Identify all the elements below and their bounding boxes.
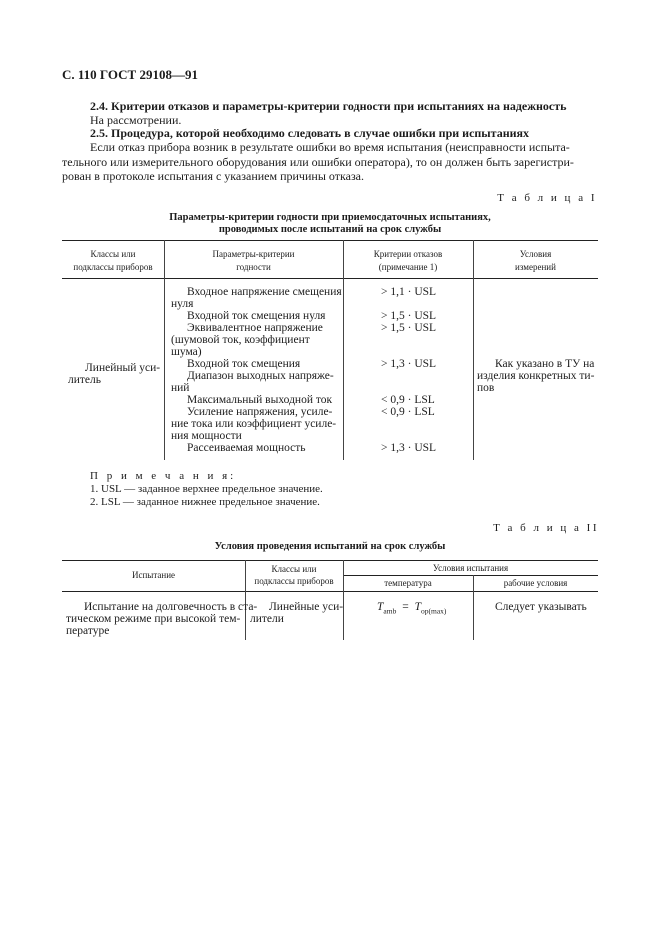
table-2-test: Испытание на долговечность в ста- (84, 601, 258, 613)
table-1-conditions: пов (477, 382, 495, 394)
table-1-header-conditions: измерений (515, 262, 556, 272)
table-1-criterion: > 1,1 · USL (381, 286, 437, 298)
section-2-4-title: 2.4. Критерии отказов и параметры-критерии годности при испытаниях на надежность (90, 99, 567, 113)
table-1-top-rule (62, 240, 598, 241)
table-1-criterion: > 1,3 · USL (381, 442, 437, 454)
table-1-param: Входной ток смещения нуля (187, 310, 326, 322)
table-1-criterion: < 0,9 · LSL (381, 406, 435, 418)
table-1-class: литель (68, 374, 102, 386)
table-1-class: Линейный уси- (85, 362, 161, 374)
table-2-class: лители (250, 613, 284, 625)
section-2-5-line: рован в протоколе испытания с указанием причины отказа. (62, 169, 365, 183)
table-1-param: шума) (171, 346, 202, 358)
table-1-header-conditions: Условия (519, 249, 552, 259)
table-1-header-rule (62, 278, 598, 279)
table-1-param: Рассеиваемая мощность (187, 442, 306, 454)
table-1-header-classes: подклассы приборов (73, 262, 153, 272)
table-1-param: Входное напряжение смещения (187, 286, 342, 298)
table-2-header-classes: Классы или (271, 564, 317, 574)
note-item: 2. LSL — заданное нижнее предельное значение. (90, 496, 320, 508)
table-1-criterion: > 1,5 · USL (381, 322, 437, 334)
table-2-working: Следует указывать (495, 601, 587, 613)
table-1-param: Усиление напряжения, усиле- (187, 406, 333, 418)
table-2-top-rule (62, 560, 598, 561)
table-1-criterion: < 0,9 · LSL (381, 394, 435, 406)
table-2-header-conditions: Условия испытания (432, 563, 509, 573)
table-2-header-test: Испытание (131, 570, 176, 580)
table-1-header-criteria: Критерии отказов (373, 249, 443, 259)
section-2-4-text: На рассмотрении. (90, 113, 182, 127)
table-1-param: Входной ток смещения (187, 358, 301, 370)
table-1-title: Параметры-критерии годности при приемосдаточных испытаниях, (169, 212, 491, 223)
table-1-header-criteria: (примечание 1) (378, 262, 438, 272)
table-2-test: пературе (66, 625, 110, 637)
table-1-param: (шумовой ток, коэффициент (171, 334, 310, 346)
table-1-param: Эквивалентное напряжение (187, 322, 323, 334)
table-1-label: Т а б л и ц а I (497, 192, 597, 204)
section-2-5-line: Если отказ прибора возник в результате ошибки во время испытания (неисправности испыта- (90, 140, 570, 154)
table-1-criterion: > 1,5 · USL (381, 310, 437, 322)
table-1-param: ния мощности (171, 430, 242, 442)
table-1-title: проводимых после испытаний на срок службы (218, 224, 442, 235)
table-1-header-classes: Классы или (90, 249, 136, 259)
table-1-param: ние тока или коэффициент усиле- (171, 418, 337, 430)
table-1-param: Диапазон выходных напряже- (187, 370, 334, 382)
section-2-5-line: тельного или измерительного оборудования или ошибки оператора), то он должен быть зарегистри- (62, 155, 574, 169)
table-2-label: Т а б л и ц а II (493, 522, 599, 534)
note-item: 1. USL — заданное верхнее предельное значение. (90, 483, 323, 495)
table-2-subheader-rule (343, 575, 598, 576)
table-1-criterion: > 1,3 · USL (381, 358, 437, 370)
table-2-header-working: рабочие условия (503, 578, 568, 588)
page-header: С. 110 ГОСТ 29108—91 (62, 67, 198, 82)
section-2-5-title: 2.5. Процедура, которой необходимо следовать в случае ошибки при испытаниях (90, 126, 530, 140)
table-1-param: ний (171, 382, 190, 394)
table-2-test: тическом режиме при высокой тем- (66, 613, 241, 625)
table-1-param: Максимальный выходной ток (187, 394, 333, 406)
table-2-header-temperature: температура (384, 578, 432, 588)
table-1-conditions: Как указано в ТУ на (495, 358, 595, 370)
table-2-class: Линейные уси- (269, 601, 344, 613)
table-2-temperature: $T_{amb} = T_{op(max)}$ (377, 601, 447, 616)
table-2-title: Условия проведения испытаний на срок службы (214, 541, 446, 552)
table-2-header-classes: подклассы приборов (254, 576, 334, 586)
table-1-header-params: годности (236, 262, 271, 272)
table-1-header-params: Параметры-критерии (212, 249, 295, 259)
table-1-conditions: изделия конкретных ти- (477, 370, 595, 382)
table-2-header-rule (62, 591, 598, 592)
table-1-param: нуля (171, 298, 194, 310)
notes-title: П р и м е ч а н и я: (90, 470, 237, 482)
